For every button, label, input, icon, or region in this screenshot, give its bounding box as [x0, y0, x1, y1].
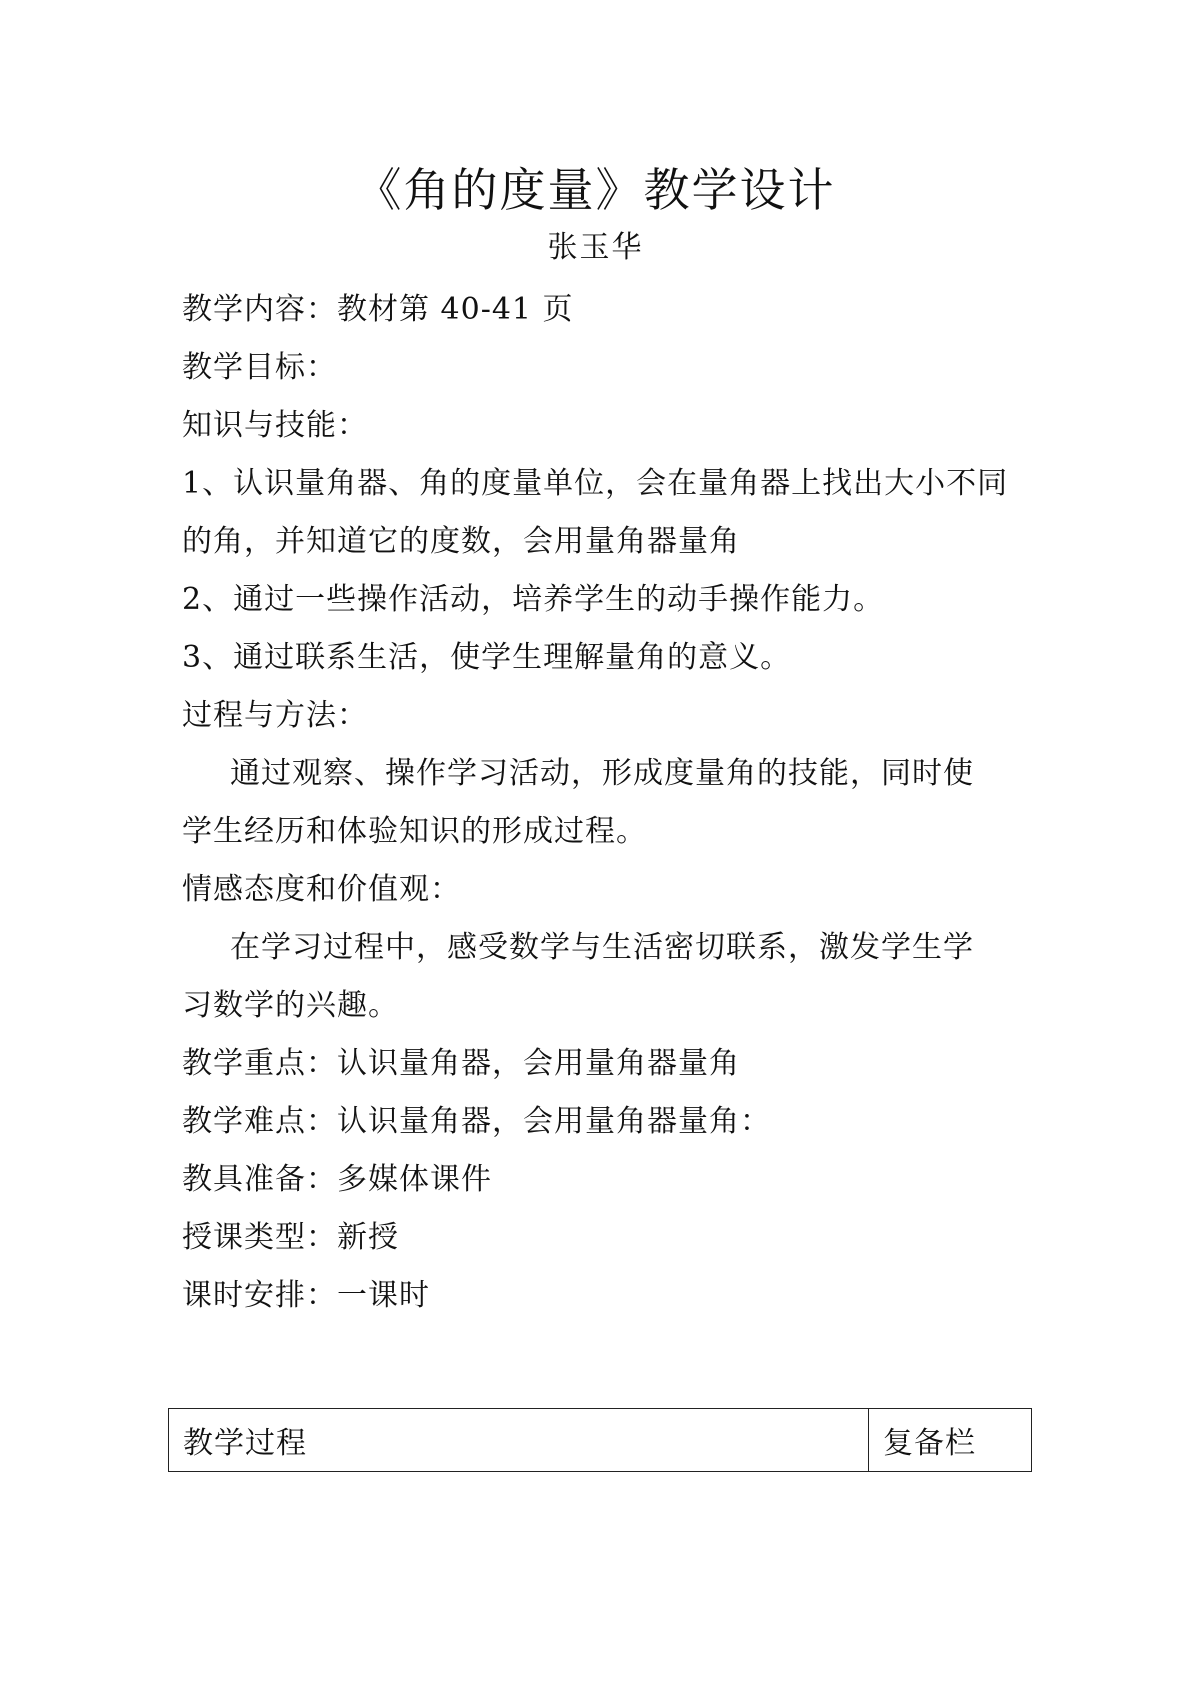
process-line-2: 学生经历和体验知识的形成过程。 — [182, 814, 647, 849]
knowledge-item-3: 3、通过联系生活，使学生理解量角的意义。 — [182, 640, 792, 675]
tools: 教具准备：多媒体课件 — [182, 1162, 492, 1197]
emotion-heading: 情感态度和价值观： — [182, 872, 461, 907]
emotion-line-1: 在学习过程中，感受数学与生活密切联系，激发学生学 — [230, 930, 974, 965]
schedule: 课时安排：一课时 — [182, 1278, 430, 1313]
knowledge-item-1-line-1: 1、认识量角器、角的度量单位，会在量角器上找出大小不同 — [182, 466, 1009, 501]
key-point: 教学重点：认识量角器，会用量角器量角 — [182, 1046, 740, 1081]
knowledge-item-1-line-2: 的角，并知道它的度数，会用量角器量角 — [182, 524, 740, 559]
document-title: 《角的度量》教学设计 — [355, 163, 836, 217]
teaching-content: 教学内容：教材第 40-41 页 — [182, 292, 574, 327]
table-row — [169, 1409, 1032, 1472]
process-table — [168, 1408, 1032, 1472]
process-heading: 过程与方法： — [182, 698, 368, 733]
process-cell: 教学过程 — [169, 1409, 869, 1472]
process-line-1: 通过观察、操作学习活动，形成度量角的技能，同时使 — [230, 756, 974, 791]
knowledge-heading: 知识与技能： — [182, 408, 368, 443]
author-name: 张玉华 — [547, 230, 644, 265]
notes-cell: 复备栏 — [869, 1409, 1032, 1472]
difficulty: 教学难点：认识量角器，会用量角器量角： — [182, 1104, 771, 1139]
knowledge-item-2: 2、通过一些操作活动，培养学生的动手操作能力。 — [182, 582, 885, 617]
emotion-line-2: 习数学的兴趣。 — [182, 988, 399, 1023]
lesson-type: 授课类型：新授 — [182, 1220, 399, 1255]
objectives-heading: 教学目标： — [182, 350, 337, 385]
